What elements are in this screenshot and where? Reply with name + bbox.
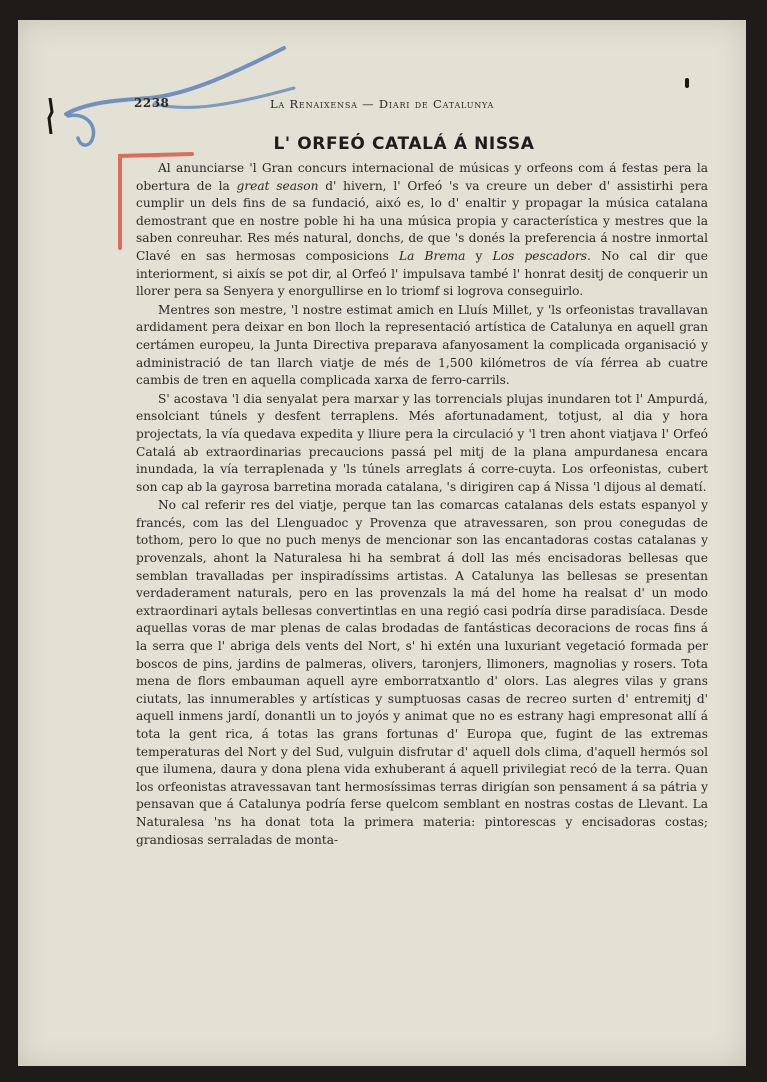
page-header	[134, 96, 674, 116]
page-number: 2238	[134, 96, 170, 110]
paragraph-text: . No cal dir que interiorment, si aixís se pot dir, al Orfeó l' impulsava també l' honrat desitj de conquerir un llorer pera sa Senyera y enorgullirse en lo triomf si logrova conseguirlo.	[136, 248, 708, 299]
ink-blot-mark	[46, 98, 54, 134]
paragraph-text: y	[465, 248, 493, 263]
ink-dot-mark	[685, 78, 689, 88]
article-paragraph	[136, 302, 708, 390]
paragraph-text: d' hivern, l' Orfeó 's va creure un deber d' assistirhi pera cumplir un dels fins de sa fundació, aixó es, lo d' enaltir y propagar la música catalana demostrant que en nostre poble hi ha una música propia y característica y mestres que la saben conreuhar. Res més natural, donchs, de que 's donés la preferencia á nostre inmortal Clavé en sas hermosas composicions	[136, 178, 708, 263]
italic-title-text: Los pescadors	[492, 248, 588, 263]
italic-title-text: La Brema	[399, 248, 466, 263]
newspaper-page	[18, 20, 746, 1066]
paragraph-text: No cal referir res del viatje, perque tan las comarcas catalanas dels estats espanyol y francés, com las del Llenguadoc y Provenza que atravessaren, son prou conegudas de tothom, pero lo que no puch menys de mencionar son las encantadoras costas catalanas y provenzals, ahont la Naturalesa hi ha sembrat á doll las més encisadoras bellesas que semblan travalladas per inspiradíssims artistas. A Catalunya las bellesas se presentan verdaderament naturals, pero en las provenzals la má del home ha realsat d' un modo extraordinari aytals bellesas convertintlas en una regió casi podría dirse paradisíaca. Desde aquellas voras de mar plenas de calas brodadas de fantásticas decoracions de rocas fins á la serra que l' abriga dels vents del Nort, s' hi extén una luxuriant vegetació formada per boscos de pins, jardins de palmeras, olivers, taronjers, llimoners, magnolias y rosers. Tota mena de flors embauman aquell ayre emborratxantlo d' olors. Las alegres vilas y grans ciutats, las innumerables y artísticas y sumptuosas casas de recreo surten d' entremitj d' aquell inmens jardí, donantli un to joyós y animat que no es estrany hagi empresonat allí á tota la gent rica, á totas las grans fortunas d' Europa que, fugint de las extremas temperaturas del Nort y del Sud, vulguin disfrutar d' aquell dols clima, d'aquell hermós sol que ilumena, daura y dona plena vida exhuberant á aquell privilegiat recó de la terra. Quan los orfeonistas atravessavan tant hermosíssimas terras dirigían son pensament á sa pátria y pensavan que á Catalunya podría ferse quelcom semblant en nostras costas de Llevant. La Naturalesa 'ns ha donat tota la primera materia: pintorescas y encisadoras costas; grandiosas serraladas de monta-	[136, 498, 708, 847]
article-paragraph	[136, 391, 708, 497]
running-head: La Renaixensa — Diari de Catalunya	[270, 97, 495, 111]
paragraph-text: Al anunciarse 'l Gran concurs internacional de músicas y orfeons com á festas pera la obertura de la	[136, 161, 708, 193]
article-title: L' ORFEÓ CATALÁ Á NISSA	[273, 134, 535, 154]
article-body	[136, 160, 708, 850]
paragraph-text: Mentres son mestre, 'l nostre estimat amich en Lluís Millet, y 'ls orfeonistas travallavan ardidament pera deixar en bon lloch la representació artística de Catalunya en aquell gran certámen europeu, la Junta Directiva preparava afanyosament la complicada organisació y administració de tan llarch viatje de més de 1,500 kilómetros de vía férrea ab cuatre cambis de tren en aquella complicada xarxa de ferro-carrils.	[136, 302, 708, 388]
italic-title-text: great season	[236, 178, 319, 193]
article-paragraph	[136, 497, 708, 849]
paragraph-text: S' acostava 'l dia senyalat pera marxar y las torrencials plujas inundaren tot l' Ampurdá, ensolciant túnels y desfent terraplens. Més afortunadament, totjust, al dia y hora projectats, la vía quedava expedita y lliure pera la circulació y 'l tren ahont viatjava l' Orfeó Catalá ab extraordinarias precaucions passá pel mitj de la plana ampurdanesa encara inundada, la vía terraplenada y 'ls túnels arreglats á corre-cuyta. Los orfeonistas, cubert son cap ab la gayrosa barretina morada catalana, 's dirigiren cap á Nissa 'l dijous al dematí.	[136, 391, 708, 494]
article-paragraph	[136, 160, 708, 301]
